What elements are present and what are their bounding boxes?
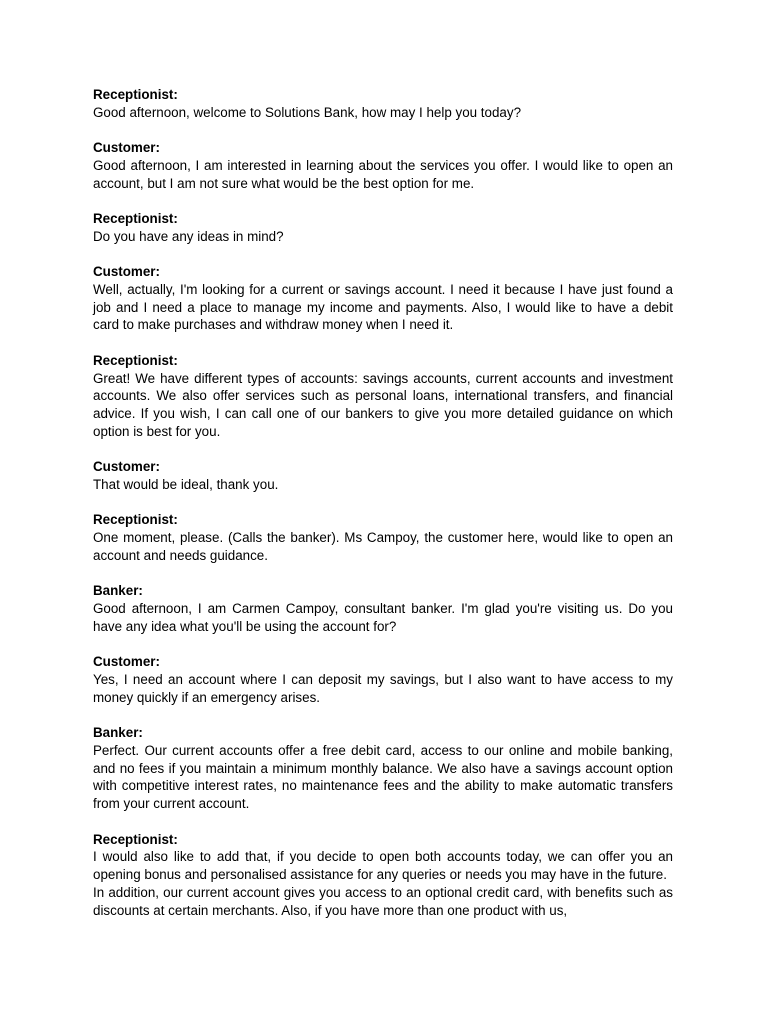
dialogue-entry bbox=[93, 210, 673, 246]
dialogue-text: Well, actually, I'm looking for a current or savings account. I need it because I have just found a job and I need a place to manage my income and payments. Also, I would like to have a debit card to make purchases and withdraw money when I need it. bbox=[93, 281, 673, 333]
dialogue-entry bbox=[93, 831, 673, 920]
dialogue-text: In addition, our current account gives you access to an optional credit card, with benefits such as discounts at certain merchants. Also, if you have more than one product with us, bbox=[93, 884, 673, 918]
dialogue-text: Good afternoon, I am interested in learning about the services you offer. I would like to open an account, but I am not sure what would be the best option for me. bbox=[93, 157, 673, 191]
dialogue-entry bbox=[93, 86, 673, 122]
speaker-label: Receptionist: bbox=[93, 87, 178, 102]
dialogue-text: One moment, please. (Calls the banker). Ms Campoy, the customer here, would like to open an account and needs guidance. bbox=[93, 530, 673, 563]
dialogue-text: Good afternoon, welcome to Solutions Bank, how may I help you today? bbox=[93, 104, 522, 120]
dialogue-text: Do you have any ideas in mind? bbox=[93, 228, 284, 244]
dialogue-text: I would also like to add that, if you decide to open both accounts today, we can offer you an opening bonus and personalised assistance for any queries or needs you may have in the future. bbox=[93, 849, 673, 883]
dialogue-entry bbox=[93, 724, 673, 813]
dialogue-text: Great! We have different types of accounts: savings accounts, current accounts and investment accounts. We also offer services such as personal loans, international transfers, and financial advice. If you wish, I can call one of our bankers to give you more detailed guidance on which option is best for you. bbox=[93, 370, 673, 439]
speaker-label: Customer: bbox=[93, 654, 160, 670]
speaker-label: Receptionist: bbox=[93, 512, 178, 528]
speaker-label: Customer: bbox=[93, 264, 160, 280]
dialogue-text: Yes, I need an account where I can deposit my savings, but I also want to have access to my money quickly if an emergency arises. bbox=[93, 671, 673, 705]
dialogue-text: That would be ideal, thank you. bbox=[93, 477, 279, 493]
speaker-label: Receptionist: bbox=[93, 210, 178, 226]
dialogue-text: Good afternoon, I am Carmen Campoy, consultant banker. I'm glad you're visiting us. Do you have any idea what you'll be using the account for? bbox=[93, 601, 673, 634]
speaker-label: Banker: bbox=[93, 725, 143, 741]
dialogue-text: Perfect. Our current accounts offer a free debit card, access to our online and mobile banking, and no fees if you maintain a minimum monthly balance. We also have a savings account option with competitive interest rates, no maintenance fees and the ability to make automatic transfers from your current account. bbox=[93, 742, 673, 812]
document-page bbox=[93, 86, 673, 937]
speaker-label: Banker: bbox=[93, 583, 143, 599]
speaker-label: Receptionist: bbox=[93, 831, 178, 847]
dialogue-entry bbox=[93, 352, 673, 441]
speaker-label: Receptionist: bbox=[93, 352, 178, 368]
dialogue-entry bbox=[93, 653, 673, 706]
dialogue-entry bbox=[93, 263, 673, 334]
speaker-label: Customer: bbox=[93, 140, 160, 156]
speaker-label: Customer: bbox=[93, 459, 160, 475]
dialogue-entry bbox=[93, 458, 673, 494]
dialogue-entry bbox=[93, 582, 673, 635]
dialogue-entry bbox=[93, 511, 673, 564]
dialogue-entry bbox=[93, 139, 673, 192]
